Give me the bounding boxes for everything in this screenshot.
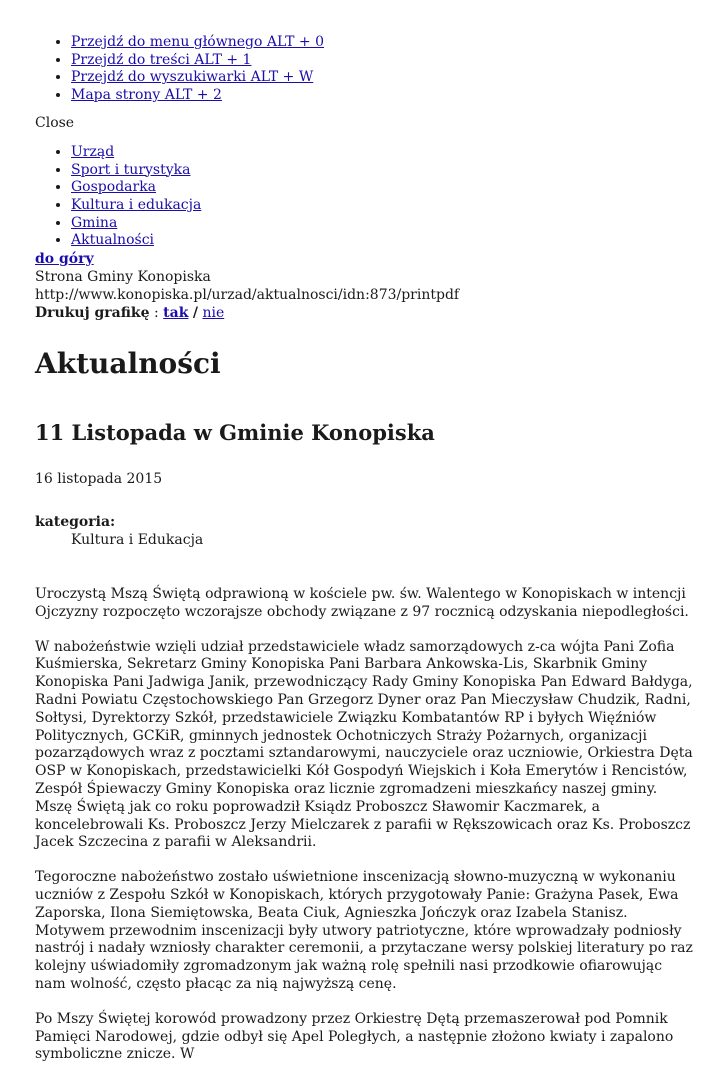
print-graphics-label: Drukuj grafikę (35, 305, 150, 322)
article-title: 11 Listopada w Gminie Konopiska (35, 420, 435, 446)
article-paragraph: Tegoroczne nabożeństwo zostało uświetnione inscenizacją słowno-muzyczną w wykonaniu uczniów z Zespołu Szkół w Konopiskach, których przygotowały Panie: Grażyna Pasek, Ewa Zaporska, Ilona Siemiętowska, Beata Ciuk, Agnieszka Jończyk oraz Izabela Stanisz. Motywem przewodnim inscenizacji były utwory patriotyczne, które wprowadzały podniosły nastrój i nadały wzniosły charakter ceremonii, a przytaczane wersy polskiej literatury po raz kolejny uświadomiły zgromadzonym jak ważną rolę spełnili nasi przodkowie ofiarowując nam wolność, często płacąc za nią najwyższą cenę. (35, 869, 693, 992)
nav-item (71, 197, 695, 215)
article-paragraph: W nabożeństwie wzięli udział przedstawiciele władz samorządowych z-ca wójta Pani Zofia Kuśmierska, Sekretarz Gminy Konopiska Pani Barbara Ankowska-Lis, Skarbnik Gminy Konopiska Pani Jadwiga Janik, przewodniczący Rady Gminy Konopiska Pan Edward Bałdyga, Radni Powiatu Częstochowskiego Pan Grzegorz Dyner oraz Pan Mieczysław Chudzik, Radni, Sołtysi, Dyrektorzy Szkół, przedstawiciele Związku Kombatantów RP i byłych Więźniów Politycznych, GCKiR, gminnych jednostek Ochotniczych Straży Pożarnych, organizacji pozarządowych wraz z pocztami sztandarowymi, nauczyciele oraz uczniowie, Orkiestra Dęta OSP w Konopiskach, przedstawicielki Kół Gospodyń Wiejskich i Koła Emerytów i Rencistów, Zespół Śpiewaczy Gminy Konopiska oraz licznie zgromadzeni mieszkańcy naszej gminy. Mszę Świętą jak co roku poprowadził Ksiądz Proboszcz Sławomir Kaczmarek, a koncelebrowali Ks. Proboszcz Jerzy Mielczarek z parafii w Rększowicach oraz Ks. Proboszcz Jacek Szczecina z parafii w Aleksandrii. (35, 638, 693, 851)
back-to-top-link[interactable]: do góry (35, 251, 94, 268)
nav-link-gmina[interactable]: Gmina (71, 214, 118, 231)
article-date: 16 listopada 2015 (35, 471, 163, 488)
article-category (35, 513, 695, 549)
skip-to-menu-link[interactable]: Przejdź do menu głównego ALT + 0 (71, 34, 324, 50)
sitemap-link[interactable]: Mapa strony ALT + 2 (71, 87, 222, 104)
nav-link-gospodarka[interactable]: Gospodarka (71, 179, 157, 196)
skip-link-item (71, 69, 695, 87)
print-graphics-slash: / (192, 305, 198, 322)
print-graphics-yes-link[interactable]: tak (163, 305, 189, 322)
nav-item (71, 179, 695, 197)
article-paragraph: Uroczystą Mszą Świętą odprawioną w kościele pw. św. Walentego w Konopiskach w intencji Ojczyzny rozpoczęto wczorajsze obchody związane z 97 rocznicą odzyskania niepodległości. (35, 586, 689, 620)
close-label[interactable]: Close (35, 114, 75, 131)
article-body (35, 586, 695, 1064)
nav-link-sport[interactable]: Sport i turystyka (71, 161, 191, 178)
article-paragraph: Po Mszy Świętej korowód prowadzony przez Orkiestrę Dętą przemaszerował pod Pomnik Pamięci Narodowej, gdzie odbył się Apel Poległych, a następnie złożono kwiaty i zapalono symboliczne znicze. W (35, 1010, 674, 1063)
nav-link-aktualnosci[interactable]: Aktualności (71, 232, 155, 249)
skip-links-list (35, 34, 695, 105)
skip-to-search-link[interactable]: Przejdź do wyszukiwarki ALT + W (71, 69, 314, 86)
category-value: Kultura i Edukacja (71, 532, 204, 549)
skip-to-content-link[interactable]: Przejdź do treści ALT + 1 (71, 51, 252, 68)
print-page (35, 0, 695, 1081)
print-graphics-no-link[interactable]: nie (202, 305, 225, 322)
nav-link-kultura[interactable]: Kultura i edukacja (71, 196, 202, 213)
nav-item (71, 232, 695, 250)
skip-link-item (71, 52, 695, 70)
nav-item (71, 215, 695, 233)
print-url: http://www.konopiska.pl/urzad/aktualnosci/idn:873/printpdf (35, 287, 460, 304)
category-label: kategoria: (35, 514, 116, 531)
section-title: Aktualności (35, 347, 221, 381)
print-graphics-row (35, 304, 695, 322)
print-graphics-colon: : (154, 305, 159, 322)
skip-link-item (71, 87, 695, 105)
site-name: Strona Gminy Konopiska (35, 269, 211, 286)
nav-link-urzad[interactable]: Urząd (71, 143, 115, 160)
nav-item (71, 144, 695, 162)
nav-item (71, 162, 695, 180)
skip-link-item (71, 34, 695, 52)
main-nav-list (35, 144, 695, 250)
